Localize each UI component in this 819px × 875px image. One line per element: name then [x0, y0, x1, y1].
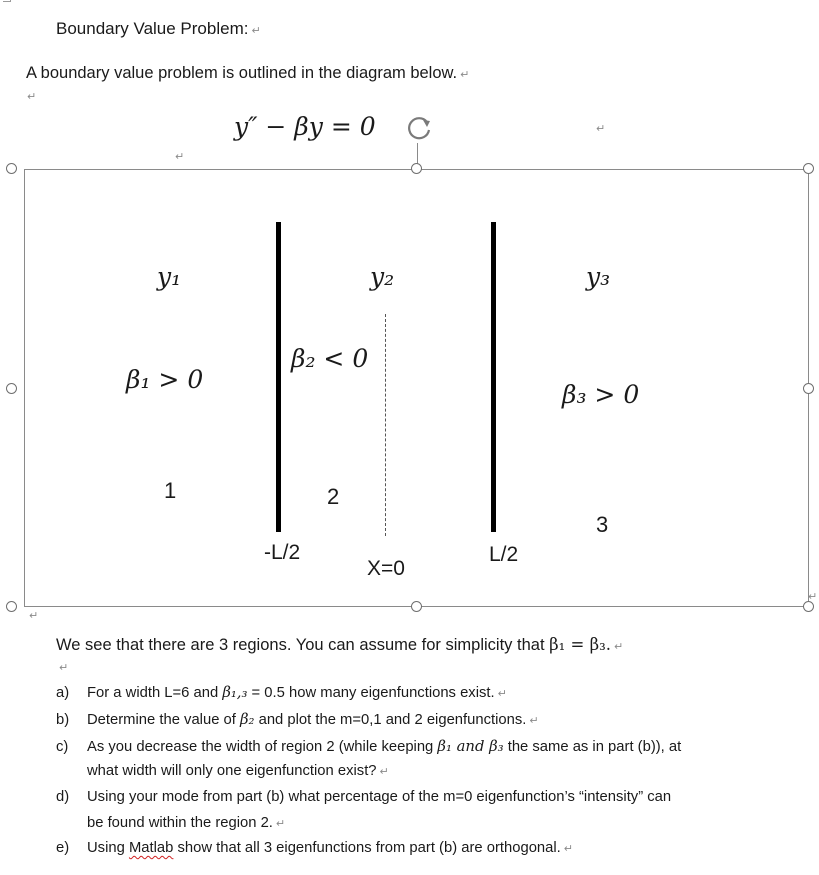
paragraph-mark-icon: ↵: [497, 687, 507, 700]
paragraph-mark-icon: ↵: [27, 90, 37, 103]
region-2-variable: y₂: [370, 262, 395, 291]
spellcheck-word[interactable]: Matlab: [128, 840, 174, 856]
resize-handle-right[interactable]: [803, 383, 814, 394]
resize-handle-top-right[interactable]: [803, 163, 814, 174]
intro-text: A boundary value problem is outlined in the diagram below. ↵: [26, 64, 470, 82]
paragraph-mark-icon: ↵: [59, 661, 69, 674]
question-a: a) For a width L=6 and β₁,₃ = 0.5 how many eigenfunctions exist. ↵: [56, 684, 507, 701]
region-3-number: 3: [596, 512, 609, 537]
resize-handle-left[interactable]: [6, 383, 17, 394]
region-2-beta: β₂ < 0: [291, 344, 369, 373]
region-1-number: 1: [164, 478, 177, 503]
statement-text: We see that there are 3 regions. You can assume for simplicity that β₁ = β₃. ↵: [56, 635, 624, 654]
question-e: e) Using Matlab show that all 3 eigenfunctions from part (b) are orthogonal. ↵: [56, 840, 573, 856]
question-c-continued: what width will only one eigenfunction exist? ↵: [87, 763, 389, 779]
paragraph-mark-icon: ↵: [251, 24, 261, 37]
heading: Boundary Value Problem: ↵: [56, 19, 261, 38]
paragraph-mark-icon: ↵: [529, 714, 539, 727]
paragraph-mark-icon: ↵: [175, 150, 185, 163]
resize-handle-bottom[interactable]: [411, 601, 422, 612]
paragraph-mark-icon: ↵: [275, 817, 286, 830]
region-1-beta: β₁ > 0: [126, 365, 204, 394]
center-dashed-line: [385, 314, 386, 536]
region-3-beta: β₃ > 0: [562, 380, 640, 409]
resize-handle-top[interactable]: [411, 163, 422, 174]
region-2-number: 2: [327, 484, 340, 509]
question-d-continued: be found within the region 2. ↵: [87, 815, 286, 831]
question-d: d) Using your mode from part (b) what percentage of the m=0 eigenfunction’s “intensity” can: [56, 789, 672, 805]
center-label: X=0: [367, 557, 405, 580]
resize-handle-top-left[interactable]: [6, 163, 17, 174]
equation: y″ − βy = 0: [234, 112, 376, 141]
left-boundary-line: [276, 222, 281, 532]
paragraph-mark-icon: ↵: [596, 122, 606, 135]
paragraph-mark-icon: ↵: [808, 590, 818, 603]
rotate-handle-icon[interactable]: [405, 114, 435, 142]
question-c: c) As you decrease the width of region 2 (while keeping β₁ and β₃ the same as in part (b)), at: [56, 738, 682, 755]
left-boundary-label: -L/2: [264, 541, 301, 564]
region-1-variable: y₁: [157, 262, 182, 291]
paragraph-mark-icon: ↵: [563, 842, 573, 855]
paragraph-mark-icon: ↵: [460, 68, 470, 81]
text-boundary-corner: [3, 0, 11, 2]
right-boundary-line: [491, 222, 496, 532]
resize-handle-bottom-left[interactable]: [6, 601, 17, 612]
paragraph-mark-icon: ↵: [29, 609, 39, 622]
paragraph-mark-icon: ↵: [379, 765, 389, 778]
paragraph-mark-icon: ↵: [614, 640, 624, 653]
question-b: b) Determine the value of β₂ and plot the m=0,1 and 2 eigenfunctions. ↵: [56, 711, 539, 728]
right-boundary-label: L/2: [489, 543, 519, 566]
region-3-variable: y₃: [586, 262, 611, 291]
